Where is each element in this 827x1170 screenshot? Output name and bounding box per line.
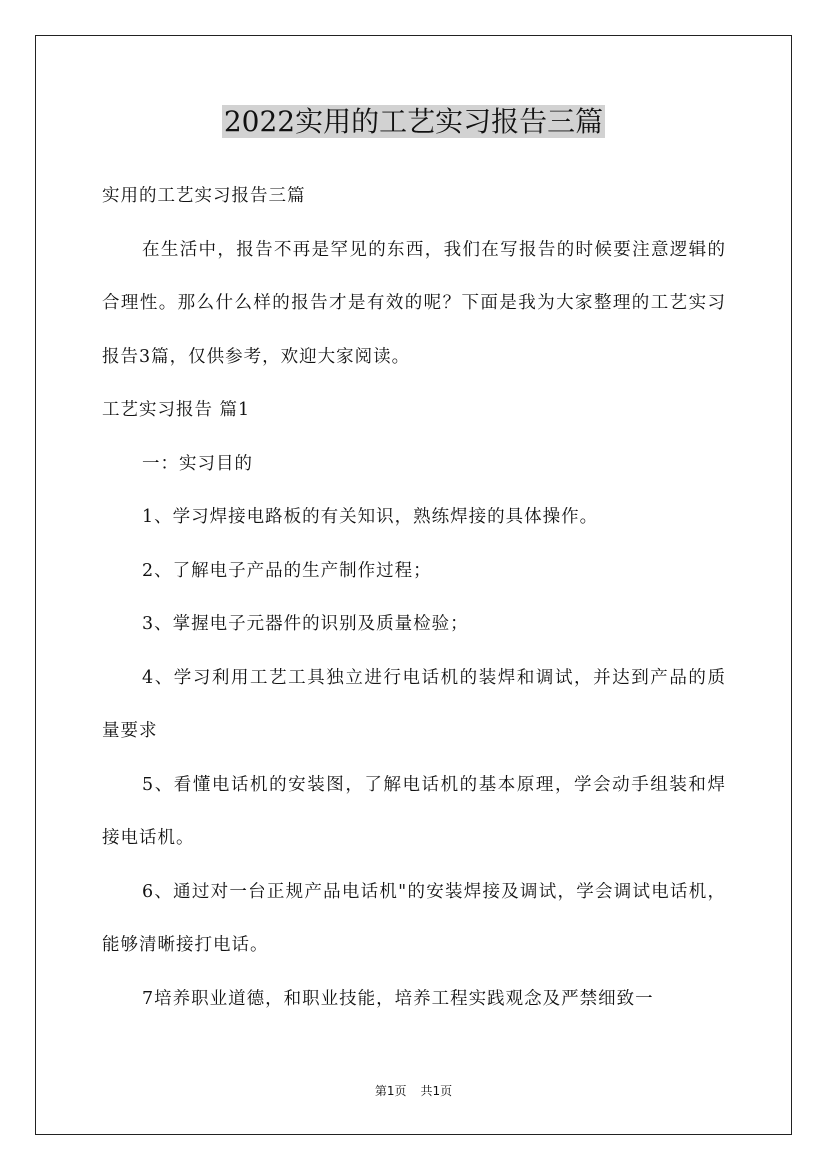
list-item-5: 5、看懂电话机的安装图，了解电话机的基本原理，学会动手组装和焊接电话机。 — [102, 774, 726, 848]
document-title-text: 2022实用的工艺实习报告三篇 — [223, 105, 604, 138]
list-item-4: 4、学习利用工艺工具独立进行电话机的装焊和调试，并达到产品的质量要求 — [102, 667, 726, 741]
page-total: 共1页 — [420, 1084, 453, 1098]
subsection-heading: 一：实习目的 — [142, 453, 253, 474]
list-item-1: 1、学习焊接电路板的有关知识，熟练焊接的具体操作。 — [142, 507, 599, 527]
list-item-6: 6、通过对一台正规产品电话机"的安装焊接及调试，学会调试电话机，能够清晰接打电话。 — [102, 881, 726, 955]
page-footer — [0, 1083, 827, 1099]
list-item-3: 3、掌握电子元器件的识别及质量检验； — [142, 614, 469, 634]
page-number: 第1页 — [374, 1084, 407, 1098]
document-title — [0, 102, 827, 142]
list-item-2: 2、了解电子产品的生产制作过程； — [142, 560, 432, 581]
list-item-7: 7培养职业道德，和职业技能，培养工程实践观念及严禁细致一 — [142, 988, 654, 1009]
document-body — [102, 170, 726, 1026]
subtitle-paragraph: 实用的工艺实习报告三篇 — [102, 186, 306, 206]
section-heading: 工艺实习报告 篇1 — [102, 400, 251, 420]
intro-paragraph: 在生活中，报告不再是罕见的东西，我们在写报告的时候要注意逻辑的合理性。那么什么样的报告才是有效的呢？下面是我为大家整理的工艺实习报告3篇，仅供参考，欢迎大家阅读。 — [102, 239, 726, 367]
